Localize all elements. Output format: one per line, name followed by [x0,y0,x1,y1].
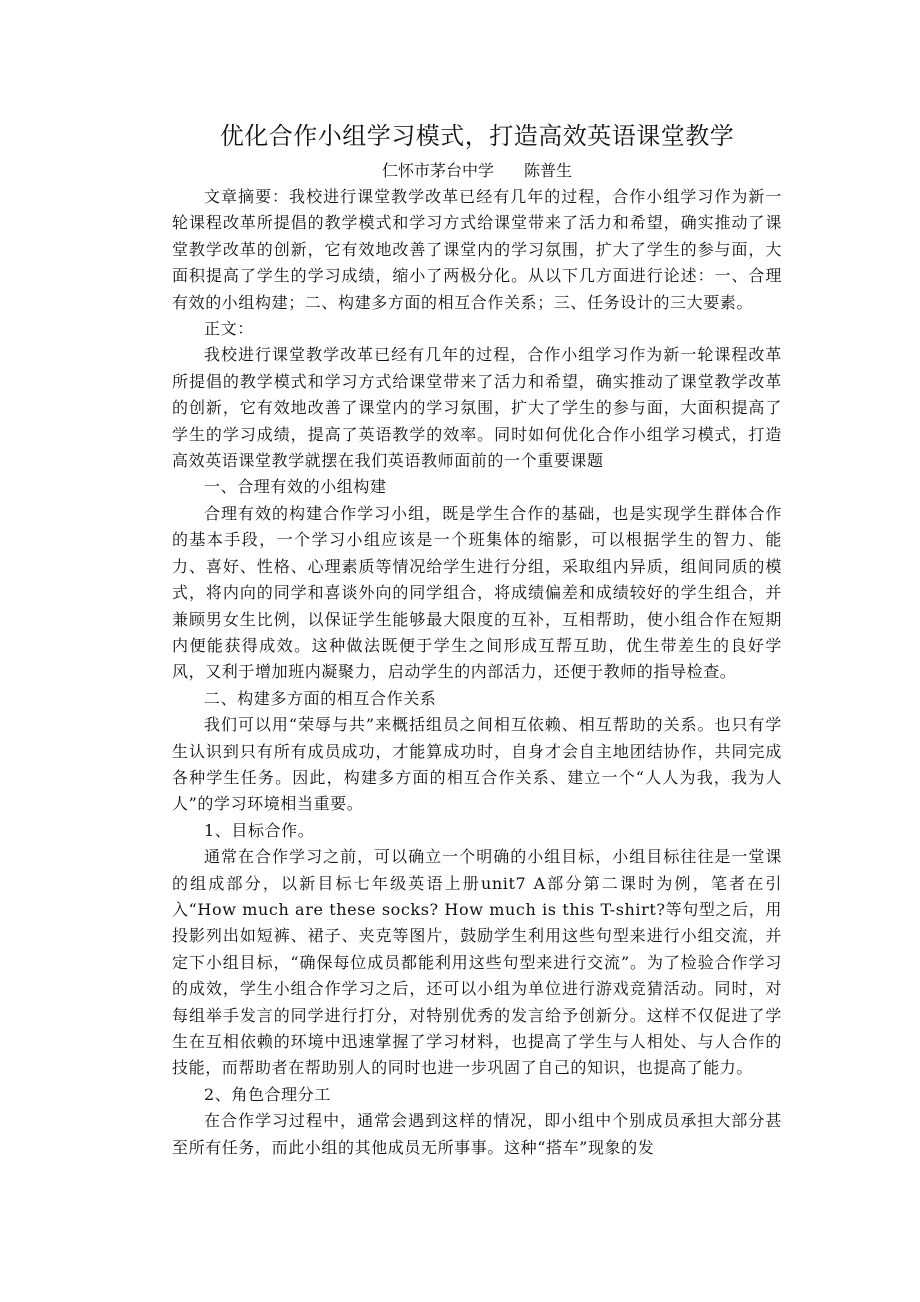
subsection-2-paragraph: 在合作学习过程中，通常会遇到这样的情况，即小组中个别成员承担大部分甚至所有任务，而此小组的其他成员无所事事。这种“搭车”现象的发 [172,1111,782,1157]
section-2-paragraph: 我们可以用“荣辱与共”来概括组员之间相互依赖、相互帮助的关系。也只有学生认识到只有所有成员成功，才能算成功时，自身才会自主地团结协作，共同完成各种学生任务。因此，构建多方面的相互合作关系、建立一个“人人为我，我为人人”的学习环境相当重要。 [172,715,782,814]
section-heading-2: 二、构建多方面的相互合作关系 [204,688,437,708]
subsection-heading-1: 1、目标合作。 [204,820,315,840]
body-label: 正文： [204,319,254,339]
section-1-paragraph: 合理有效的构建合作学习小组，既是学生合作的基础，也是实现学生群体合作的基本手段，一个学习小组应该是一个班集体的缩影，可以根据学生的智力、能力、喜好、性格、心理素质等情况给学生进行分组，采取组内异质，组间同质的模式，将内向的同学和喜谈外向的同学组合，将成绩偏差和成绩较好的学生组合，并兼顾男女生比例，以保证学生能够最大限度的互补，互相帮助，使小组合作在短期内便能获得成效。这种做法既便于学生之间形成互帮互助，优生带差生的良好学风，又利于增加班内凝聚力，启动学生的内部活力，还便于教师的指导检查。 [172,503,782,682]
author-name: 陈普生 [524,161,573,180]
byline [172,158,782,184]
school-name: 仁怀市茅台中学 [381,161,494,180]
subsection-1-paragraph: 通常在合作学习之前，可以确立一个明确的小组目标，小组目标往往是一堂课的组成部分，以新目标七年级英语上册unit7 A部分第二课时为例，笔者在引入“How much are these socks? How much is this T-shirt?等句型之后，用投影列出如短裤、裙子、夹克等图片，鼓励学生利用这些句型来进行小组交流，并定下小组目标，“确保每位成员都能利用这些句型来进行交流”。为了检验合作学习的成效，学生小组合作学习之后，还可以小组为单位进行游戏竞猜活动。同时，对每组举手发言的同学进行打分，对特别优秀的发言给予创新分。这样不仅促进了学生在互相依赖的环境中迅速掌握了学习材料，也提高了学生与人相处、与人合作的技能，而帮助者在帮助别人的同时也进一步巩固了自己的知识，也提高了能力。 [172,847,782,1078]
document-page [172,114,782,1161]
abstract-paragraph: 文章摘要：我校进行课堂教学改革已经有几年的过程，合作小组学习作为新一轮课程改革所提倡的教学模式和学习方式给课堂带来了活力和希望，确实推动了课堂教学改革的创新，它有效地改善了课堂内的学习氛围，扩大了学生的参与面，大面积提高了学生的学习成绩，缩小了两极分化。从以下几方面进行论述：一、合理有效的小组构建；二、构建多方面的相互合作关系；三、任务设计的三大要素。 [172,187,782,312]
section-heading-1: 一、合理有效的小组构建 [204,477,387,497]
subsection-heading-2: 2、角色合理分工 [204,1084,331,1104]
intro-paragraph: 我校进行课堂教学改革已经有几年的过程，合作小组学习作为新一轮课程改革所提倡的教学模式和学习方式给课堂带来了活力和希望，确实推动了课堂教学改革的创新，它有效地改善了课堂内的学习氛围，扩大了学生的参与面，大面积提高了学生的学习成绩，提高了英语教学的效率。同时如何优化合作小组学习模式，打造高效英语课堂教学就摆在我们英语教师面前的一个重要课题 [172,345,782,471]
document-title: 优化合作小组学习模式，打造高效英语课堂教学 [219,122,735,150]
